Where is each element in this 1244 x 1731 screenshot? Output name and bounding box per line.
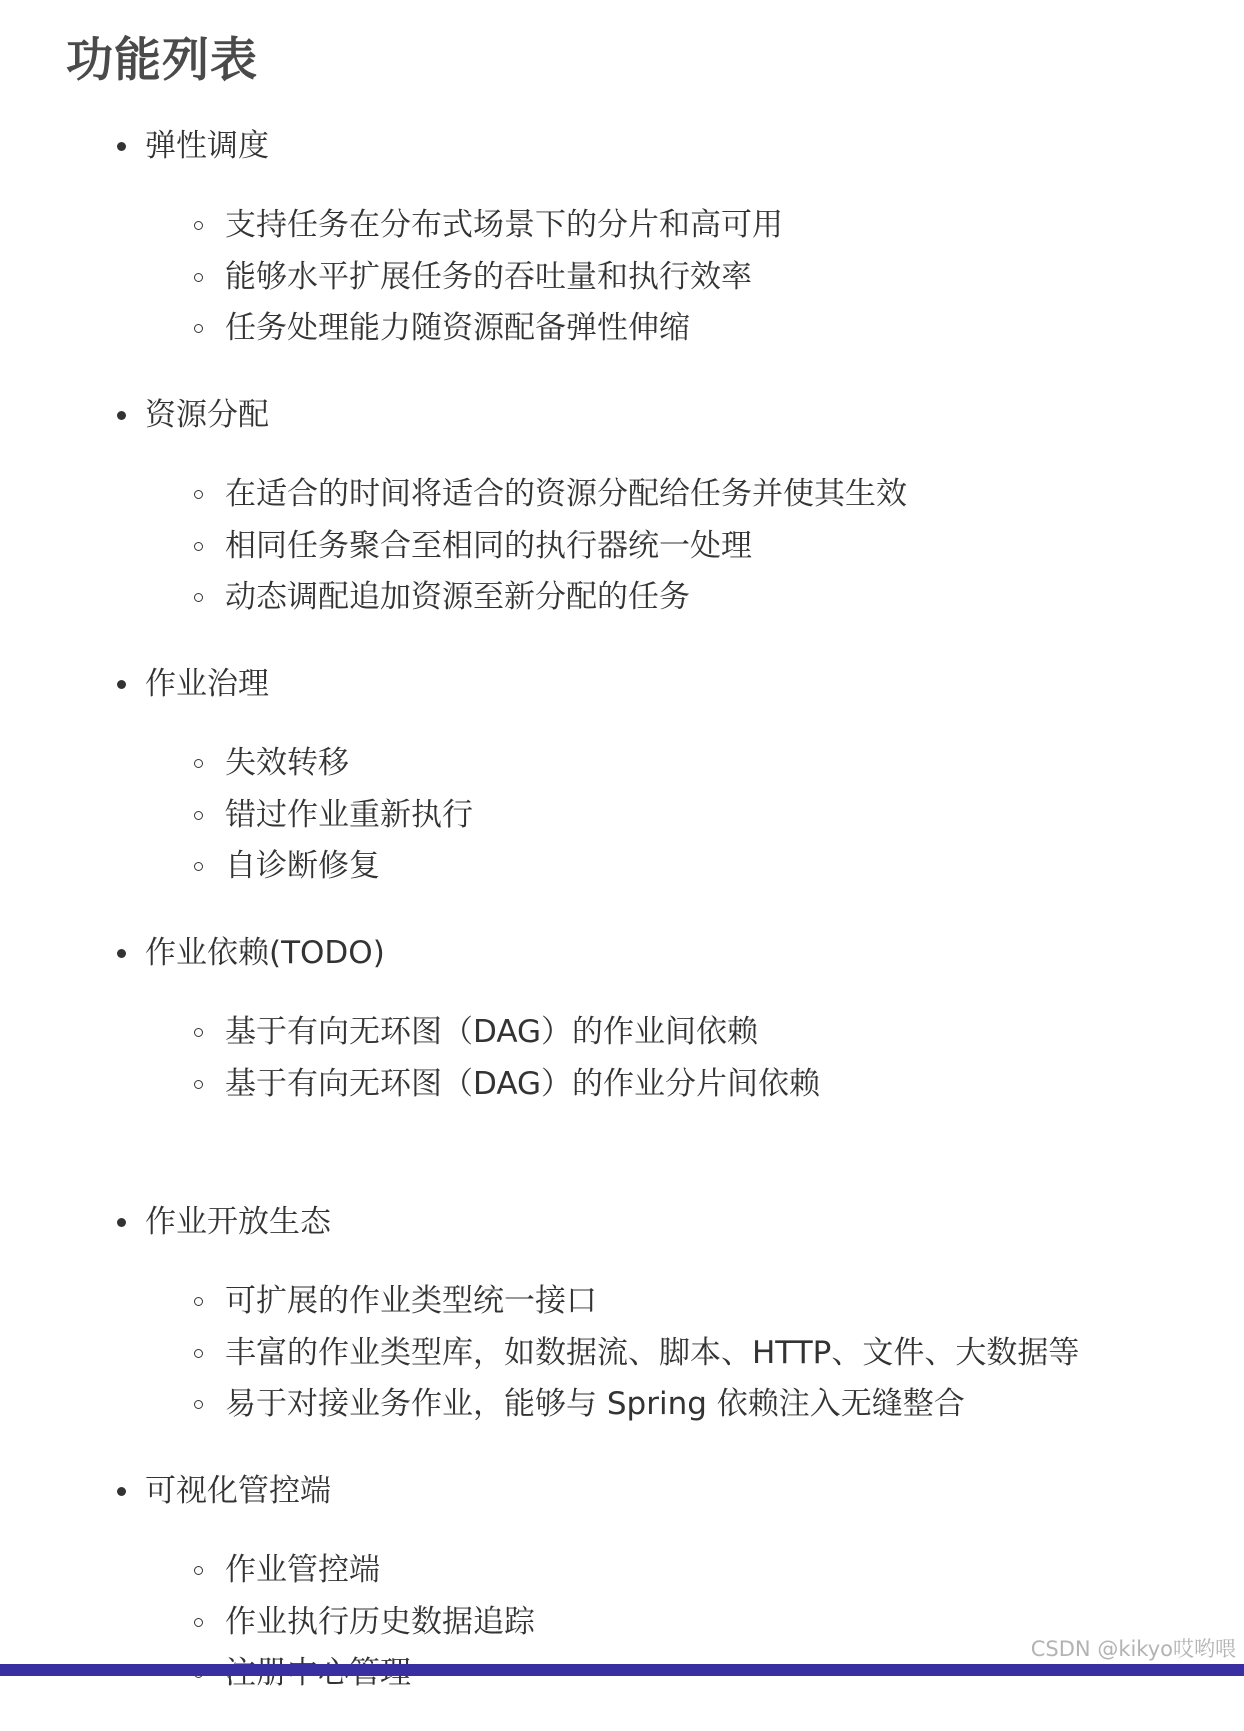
- list-item: [0, 790, 1244, 842]
- sub-list: [0, 200, 1244, 355]
- list-item-label: 作业管控端: [225, 1552, 380, 1588]
- feature-section: [0, 117, 1244, 386]
- bullet-circle-icon: [194, 759, 203, 768]
- section-label: 可视化管控端: [145, 1473, 331, 1509]
- list-item: [0, 252, 1244, 304]
- bullet-disc-icon: [117, 142, 126, 151]
- bullet-disc-icon: [117, 680, 126, 689]
- section-heading: [0, 117, 1244, 175]
- feature-section: [0, 924, 1244, 1193]
- list-item-label: 自诊断修复: [225, 848, 380, 884]
- list-item: [0, 841, 1244, 893]
- bullet-circle-icon: [194, 490, 203, 499]
- list-item-label: 易于对接业务作业，能够与 Spring 依赖注入无缝整合: [225, 1386, 965, 1422]
- list-item: [0, 1379, 1244, 1431]
- section-label: 资源分配: [145, 397, 269, 433]
- bullet-circle-icon: [194, 1028, 203, 1037]
- bullet-circle-icon: [194, 542, 203, 551]
- bullet-circle-icon: [194, 1566, 203, 1575]
- sub-list: [0, 738, 1244, 893]
- list-item: [0, 200, 1244, 252]
- watermark: CSDN @kikyo哎哟喂: [1030, 1637, 1236, 1661]
- list-item: [0, 1059, 1244, 1111]
- section-heading: [0, 1462, 1244, 1520]
- list-item: [0, 303, 1244, 355]
- list-item-label: 动态调配追加资源至新分配的任务: [225, 579, 690, 615]
- bullet-circle-icon: [194, 811, 203, 820]
- bullet-circle-icon: [194, 221, 203, 230]
- bullet-circle-icon: [194, 593, 203, 602]
- list-item-label: 作业执行历史数据追踪: [225, 1603, 535, 1640]
- list-item-label: 相同任务聚合至相同的执行器统一处理: [225, 527, 752, 564]
- bottom-accent-bar: [0, 1664, 1244, 1676]
- list-item-label: 丰富的作业类型库，如数据流、脚本、HTTP、文件、大数据等: [225, 1334, 1080, 1371]
- list-item-label: 可扩展的作业类型统一接口: [225, 1283, 597, 1319]
- feature-section: [0, 1193, 1244, 1462]
- section-label: 弹性调度: [145, 128, 269, 164]
- list-item: [0, 738, 1244, 790]
- list-item: [0, 1007, 1244, 1059]
- section-heading: [0, 386, 1244, 444]
- list-item-label: 在适合的时间将适合的资源分配给任务并使其生效: [225, 476, 907, 512]
- bullet-circle-icon: [194, 1400, 203, 1409]
- list-item-label: 失效转移: [225, 745, 349, 781]
- list-item: [0, 1328, 1244, 1380]
- list-item-label: 能够水平扩展任务的吞吐量和执行效率: [225, 258, 752, 295]
- list-item-label: 错过作业重新执行: [225, 796, 473, 833]
- bullet-disc-icon: [117, 411, 126, 420]
- list-item: [0, 521, 1244, 573]
- list-item-label: 任务处理能力随资源配备弹性伸缩: [225, 310, 690, 346]
- section-label: 作业开放生态: [145, 1204, 331, 1240]
- bullet-disc-icon: [117, 1218, 126, 1227]
- bullet-circle-icon: [194, 1349, 203, 1358]
- bullet-circle-icon: [194, 273, 203, 282]
- section-heading: [0, 924, 1244, 982]
- section-heading: [0, 1193, 1244, 1251]
- list-item: [0, 572, 1244, 624]
- list-item-label: 基于有向无环图（DAG）的作业分片间依赖: [225, 1065, 821, 1102]
- section-label: 作业治理: [145, 666, 269, 702]
- bullet-disc-icon: [117, 1487, 126, 1496]
- bullet-circle-icon: [194, 862, 203, 871]
- sub-list: [0, 1276, 1244, 1431]
- sub-list: [0, 469, 1244, 624]
- feature-section: [0, 655, 1244, 924]
- section-label: 作业依赖(TODO): [145, 935, 385, 971]
- bullet-circle-icon: [194, 324, 203, 333]
- list-item: [0, 1276, 1244, 1328]
- bullet-circle-icon: [194, 1297, 203, 1306]
- section-heading: [0, 655, 1244, 713]
- sub-list: [0, 1007, 1244, 1110]
- list-item: [0, 1545, 1244, 1597]
- list-item: [0, 469, 1244, 521]
- sub-list: [0, 1545, 1244, 1700]
- feature-section: [0, 386, 1244, 655]
- feature-section: [0, 1462, 1244, 1731]
- list-item-label: 支持任务在分布式场景下的分片和高可用: [225, 207, 783, 243]
- bullet-circle-icon: [194, 1618, 203, 1627]
- page-title: 功能列表: [66, 33, 258, 88]
- feature-list: [0, 117, 1244, 1731]
- list-item-label: 基于有向无环图（DAG）的作业间依赖: [225, 1014, 759, 1050]
- bullet-circle-icon: [194, 1080, 203, 1089]
- bullet-disc-icon: [117, 949, 126, 958]
